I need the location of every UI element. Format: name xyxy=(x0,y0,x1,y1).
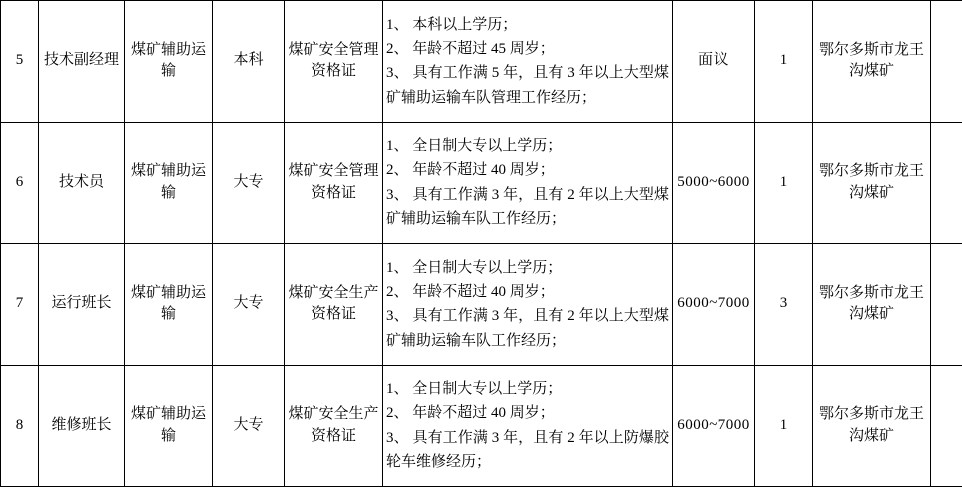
cell-education: 大专 xyxy=(213,244,285,366)
salary-value: 5000~6000 xyxy=(677,173,750,190)
requirement-item: 1、 本科以上学历； xyxy=(386,16,518,33)
table-row xyxy=(1,1,962,123)
cell-certificate: 煤矿安全管理资格证 xyxy=(285,122,383,244)
requirement-list xyxy=(386,134,669,231)
cell-workplace: 鄂尔多斯市龙王沟煤矿 xyxy=(813,365,931,487)
requirement-item: 3、 具有工作满 3 年，且有 2 年以上防爆胶轮车维修经历； xyxy=(386,429,669,471)
cell-index: 8 xyxy=(1,365,39,487)
cell-requirements xyxy=(383,244,673,366)
requirement-item: 1、 全日制大专以上学历； xyxy=(386,381,563,398)
salary-value: 6000~7000 xyxy=(677,295,750,312)
cell-salary xyxy=(673,365,755,487)
cell-department: 煤矿辅助运输 xyxy=(125,244,213,366)
cell-education: 本科 xyxy=(213,1,285,123)
table-row xyxy=(1,244,962,366)
cell-salary xyxy=(673,244,755,366)
cell-requirements xyxy=(383,365,673,487)
cell-index: 7 xyxy=(1,244,39,366)
cell-workplace: 鄂尔多斯市龙王沟煤矿 xyxy=(813,244,931,366)
cell-requirements xyxy=(383,1,673,123)
requirement-list xyxy=(386,256,669,353)
cell-certificate: 煤矿安全生产资格证 xyxy=(285,365,383,487)
cell-headcount: 1 xyxy=(755,1,813,123)
requirement-list xyxy=(386,13,669,110)
cell-blank xyxy=(931,244,962,366)
requirement-list xyxy=(386,377,669,474)
cell-certificate: 煤矿安全管理资格证 xyxy=(285,1,383,123)
cell-index: 5 xyxy=(1,1,39,123)
cell-headcount: 1 xyxy=(755,122,813,244)
cell-department: 煤矿辅助运输 xyxy=(125,1,213,123)
requirement-item: 2、 年龄不超过 40 周岁； xyxy=(386,405,555,422)
cell-department: 煤矿辅助运输 xyxy=(125,122,213,244)
cell-post: 维修班长 xyxy=(39,365,125,487)
cell-requirements xyxy=(383,122,673,244)
cell-education: 大专 xyxy=(213,365,285,487)
cell-salary xyxy=(673,122,755,244)
cell-headcount: 1 xyxy=(755,365,813,487)
cell-post: 技术副经理 xyxy=(39,1,125,123)
table-row xyxy=(1,365,962,487)
requirement-item: 3、 具有工作满 3 年，且有 2 年以上大型煤矿辅助运输车队工作经历； xyxy=(386,186,669,228)
requirement-item: 1、 全日制大专以上学历； xyxy=(386,259,563,276)
cell-blank xyxy=(931,365,962,487)
cell-post: 运行班长 xyxy=(39,244,125,366)
cell-department: 煤矿辅助运输 xyxy=(125,365,213,487)
requirement-item: 2、 年龄不超过 40 周岁； xyxy=(386,162,555,179)
requirement-item: 2、 年龄不超过 40 周岁； xyxy=(386,283,555,300)
requirement-item: 3、 具有工作满 5 年，且有 3 年以上大型煤矿辅助运输车队管理工作经历； xyxy=(386,65,669,106)
cell-certificate: 煤矿安全生产资格证 xyxy=(285,244,383,366)
cell-blank xyxy=(931,122,962,244)
requirement-item: 1、 全日制大专以上学历； xyxy=(386,138,563,155)
cell-salary xyxy=(673,1,755,123)
cell-index: 6 xyxy=(1,122,39,244)
cell-workplace: 鄂尔多斯市龙王沟煤矿 xyxy=(813,122,931,244)
cell-education: 大专 xyxy=(213,122,285,244)
cell-blank xyxy=(931,1,962,123)
requirement-item: 3、 具有工作满 3 年，且有 2 年以上大型煤矿辅助运输车队工作经历； xyxy=(386,308,669,349)
table-body xyxy=(1,1,962,487)
cell-headcount: 3 xyxy=(755,244,813,366)
cell-workplace: 鄂尔多斯市龙王沟煤矿 xyxy=(813,1,931,123)
requirement-item: 2、 年龄不超过 45 周岁； xyxy=(386,40,555,57)
salary-value: 6000~7000 xyxy=(677,416,750,433)
salary-value: 面议 xyxy=(697,52,729,69)
table-row xyxy=(1,122,962,244)
cell-post: 技术员 xyxy=(39,122,125,244)
